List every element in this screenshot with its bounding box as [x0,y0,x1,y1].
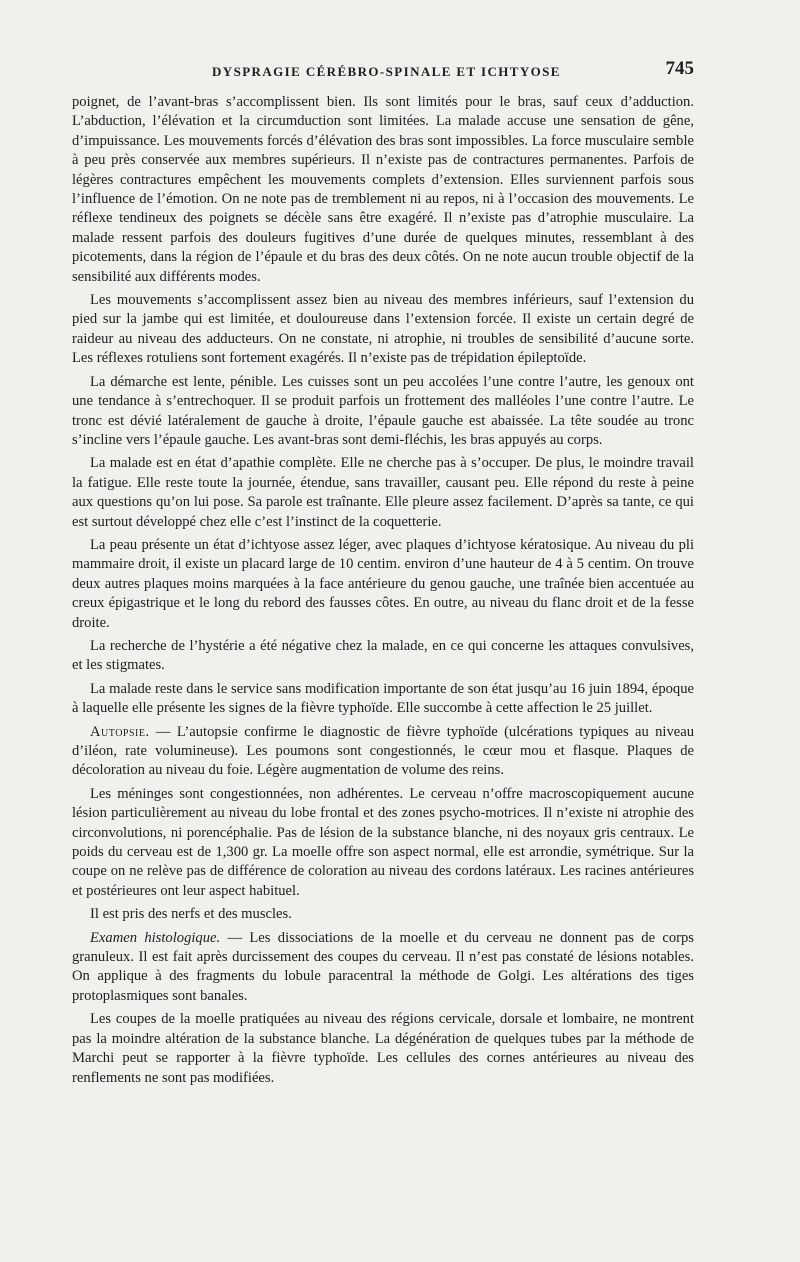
paragraph: La malade reste dans le service sans modification importante de son état jusqu’au 16 juin 1894, époque à laquelle elle présente les signes de la fièvre typhoïde. Elle succombe à cette affection le 25 juillet. [72,680,694,717]
paragraph: La recherche de l’hystérie a été négative chez la malade, en ce qui concerne les attaques convulsives, et les stigmates. [72,637,694,674]
paragraph: poignet, de l’avant-bras s’accomplissent bien. Ils sont limités pour le bras, sauf ceux d’adduction. L’abduction, l’élévation et la circumduction sont limitées. La malade accuse une sensation de gêne, d’impuissance. Les mouvements forcés d’élévation des bras sont impossibles. La force musculaire semble à peu près conservée aux membres supérieurs. Il n’existe pas de contractures permanentes. Parfois de légères contractures empêchent les mouvements complets d’extension. Elles surviennent parfois sous l’influence de l’émotion. On ne note pas de tremblement ni au repos, ni à l’occasion des mouvements. Le réflexe tendineux des poignets se décèle sans être exagéré. Il n’existe pas d’atrophie musculaire. La malade ressent parfois des douleurs fugitives d’une durée de quelques minutes, ressemblant à des picotements, dans la région de l’épaule et du bras des deux côtés. On ne note aucun trouble objectif de la sensibilité aux différents modes. [72,94,694,285]
paragraph: La malade est en état d’apathie complète. Elle ne cherche pas à s’occuper. De plus, le moindre travail la fatigue. Elle reste toute la journée, étendue, sans travailler, causant peu. Elle répond du reste à peine aux questions qu’on lui pose. Sa parole est traînante. Elle pleure assez facilement. D’après sa tante, ce qui est surtout développé chez elle c’est l’instinct de la coquetterie. [72,455,694,530]
paragraph: La démarche est lente, pénible. Les cuisses sont un peu accolées l’une contre l’autre, les genoux ont une tendance à s’entrechoquer. Il se produit parfois un frottement des malléoles l’une contre l’autre. Le tronc est dévié latéralement de gauche à droite, l’épaule gauche est abaissée. La tête soudée au tronc s’incline vers l’épaule gauche. Les avant-bras sont demi-fléchis, les bras appuyés au corps. [72,373,694,448]
paragraph-text: — Les dissociations de la moelle et du cerveau ne donnent pas de corps granuleux. Il est fait après durcissement des coupes du cerveau. Il n’est pas constaté de lésions notables. On applique à des fragments du lobule paracentral la méthode de Golgi. Les altérations des tiges protoplasmiques sont banales. [72,929,694,1004]
paragraph: Il est pris des nerfs et des muscles. [90,906,292,923]
paragraph-examen [72,929,694,1007]
paragraph: Les méninges sont congestionnées, non adhérentes. Le cerveau n’offre macroscopiquement aucune lésion particulièrement au niveau du lobe frontal et des zones psycho-motrices. Il n’existe ni atrophie des circonvolutions, ni porencéphalie. Pas de lésion de la substance blanche, ni des noyaux gris centraux. Le poids du cerveau est de 1,300 gr. La moelle offre son aspect normal, elle est arrondie, symétrique. Sur la coupe on ne relève pas de différence de coloration au niveau des cordons latéraux. Les racines antérieures et postérieures ont leur aspect habituel. [72,785,694,899]
paragraph: Les coupes de la moelle pratiquées au niveau des régions cervicale, dorsale et lombaire, ne montrent pas la moindre altération de la substance blanche. La dégénération de quelques tubes par la méthode de Marchi peut se rapporter à la fièvre typhoïde. Les cellules des cornes antérieures au niveau des renflements ne sont pas modifiées. [72,1011,694,1086]
section-lead-examen: Examen histologique. [90,929,221,946]
page-header [72,58,694,84]
paragraph: La peau présente un état d’ichtyose assez léger, avec plaques d’ichtyose kératosique. Au niveau du pli mammaire droit, il existe un placard large de 10 centim. environ d’une hauteur de 4 à 5 centim. On trouve deux autres plaques moins marquées à la face antérieure du genou gauche, une traînée bien accentuée au creux épigastrique et le long du rebord des fausses côtes. En outre, au niveau du flanc droit et de la fesse droite. [72,536,694,631]
section-lead-autopsie: Autopsie. [90,723,150,740]
paragraph-text: — L’autopsie confirme le diagnostic de fièvre typhoïde (ulcérations typiques au niveau d’iléon, rate volumineuse). Les poumons sont congestionnés, le cœur mou et flasque. Plaques de décoloration au niveau du foie. Légère augmentation de volume des reins. [72,723,694,779]
running-title: DYSPRAGIE CÉRÉBRO-SPINALE ET ICHTYOSE [212,64,561,79]
paragraph: Les mouvements s’accomplissent assez bien au niveau des membres inférieurs, sauf l’extension du pied sur la jambe qui est limitée, et douloureuse dans l’extension forcée. Il existe un certain degré de raideur au niveau des adducteurs. On ne constate, ni atrophie, ni troubles de sensibilité d’aucune sorte. Les réflexes rotuliens sont fortement exagérés. Il n’existe pas de trépidation épileptoïde. [72,292,694,367]
paragraph-autopsie [72,723,694,781]
body-text [72,93,694,1092]
page-number: 745 [665,58,694,79]
